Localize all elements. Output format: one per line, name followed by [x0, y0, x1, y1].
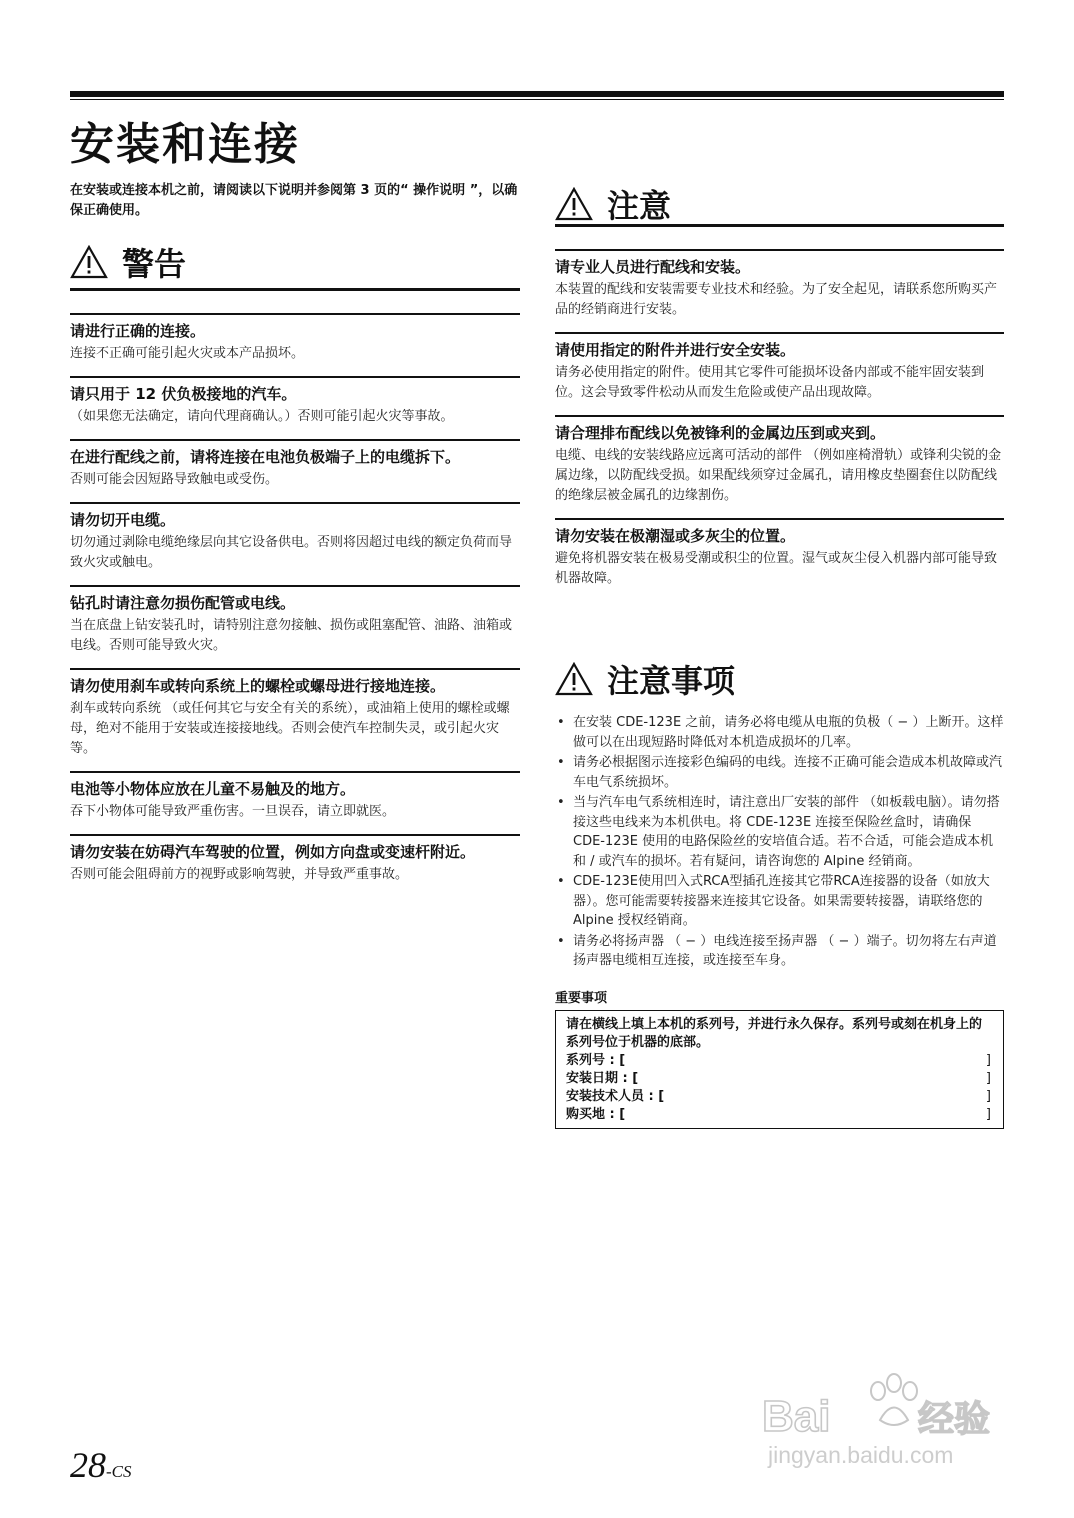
precautions-triangle-icon	[555, 662, 593, 696]
page-number-value: 28	[70, 1445, 106, 1485]
page-number-suffix: -CS	[106, 1462, 132, 1481]
caution-item	[555, 332, 1004, 403]
important-field-row	[566, 1052, 991, 1070]
warning-item-title: 请进行正确的连接。	[70, 322, 206, 340]
important-field-row	[566, 1106, 991, 1124]
svg-text:jingyan.baidu.com: jingyan.baidu.com	[768, 1442, 954, 1468]
caution-item-body: 避免将机器安装在极易受潮或积尘的位置。湿气或灰尘侵入机器内部可能导致机器故障。	[555, 551, 998, 586]
warning-item-title: 钻孔时请注意勿损伤配管或电线。	[70, 594, 296, 612]
caution-item	[555, 415, 1004, 506]
warning-item-body: 刹车或转向系统 （或任何其它与安全有关的系统），或油箱上使用的螺栓或螺母，绝对不能用于安装或连接接地线。否则会使汽车控制失灵，或引起火灾等。	[70, 701, 510, 756]
warning-section	[70, 238, 520, 897]
warning-item-title: 请只用于 12 伏负极接地的汽车。	[70, 385, 297, 403]
warning-item-title: 请勿切开电缆。	[70, 511, 176, 529]
caution-item-title: 请使用指定的附件并进行安全安装。	[555, 341, 796, 359]
caution-item-body: 本装置的配线和安装需要专业技术和经验。为了安全起见，请联系您所购买产品的经销商进行安装。	[555, 282, 998, 317]
caution-item	[555, 518, 1004, 589]
top-rule	[70, 91, 1004, 97]
warning-item	[70, 585, 520, 656]
caution-section	[555, 180, 1004, 601]
caution-triangle-icon	[555, 187, 593, 221]
warning-item-title: 请勿使用刹车或转向系统上的螺栓或螺母进行接地连接。	[70, 677, 446, 695]
warning-item	[70, 502, 520, 573]
precaution-list	[555, 713, 1004, 971]
important-field-end: ]	[985, 1088, 991, 1104]
warning-heading-label: 警告	[122, 245, 187, 283]
warning-item-title: 在进行配线之前，请将连接在电池负极端子上的电缆拆下。	[70, 448, 461, 466]
caution-item-title: 请专业人员进行配线和安装。	[555, 258, 751, 276]
important-field-label: 安装日期 : [	[566, 1070, 639, 1086]
important-label: 重要事项	[555, 990, 608, 1006]
warning-items	[70, 313, 520, 885]
warning-item-title: 请勿安装在妨碍汽车驾驶的位置，例如方向盘或变速杆附近。	[70, 843, 476, 861]
precautions-heading-label: 注意事项	[607, 662, 736, 700]
warning-item	[70, 834, 520, 885]
warning-item-title: 电池等小物体应放在儿童不易触及的地方。	[70, 780, 356, 798]
warning-item	[70, 313, 520, 364]
warning-item-body: （如果您无法确定，请向代理商确认。）否则可能引起火灾等事故。	[70, 409, 454, 424]
warning-item-body: 吞下小物体可能导致严重伤害。一旦误吞，请立即就医。	[70, 804, 396, 819]
warning-item	[70, 439, 520, 490]
important-field-end: ]	[985, 1070, 991, 1086]
precaution-bullet: • 在安装 CDE-123E 之前，请务必将电缆从电瓶的负极（ − ）上断开。这样做可以在出现短路时降低对本机造成损坏的几率。	[555, 713, 1004, 752]
precaution-bullet: • CDE-123E使用凹入式RCA型插孔连接其它带RCA连接器的设备（如放大器）。您可能需要转接器来连接其它设备。如果需要转接器，请联络您的 Alpine 授权经销商。	[555, 872, 1004, 931]
precautions-heading	[555, 655, 1004, 703]
svg-text:Bai: Bai	[762, 1392, 831, 1441]
caution-item-title: 请勿安装在极潮湿或多灰尘的位置。	[555, 527, 796, 545]
caution-heading-label: 注意	[607, 187, 672, 225]
warning-item-body: 否则可能会因短路导致触电或受伤。	[70, 472, 279, 487]
baidu-watermark-logo	[760, 1365, 1010, 1475]
warning-rule	[70, 288, 520, 291]
caution-item-title: 请合理排布配线以免被锋利的金属边压到或夹到。	[555, 424, 886, 442]
warning-item	[70, 668, 520, 759]
precaution-bullet: • 请务必根据图示连接彩色编码的电线。连接不正确可能会造成本机故障或汽车电气系统损坏。	[555, 753, 1004, 792]
important-field-end: ]	[985, 1106, 991, 1122]
important-field-end: ]	[985, 1052, 991, 1068]
caution-heading	[555, 180, 1004, 228]
page-number	[70, 1444, 132, 1486]
warning-item	[70, 771, 520, 822]
warning-item-body: 否则可能会阻碍前方的视野或影响驾驶，并导致严重事故。	[70, 867, 409, 882]
important-box	[555, 1010, 1004, 1129]
caution-item	[555, 249, 1004, 320]
caution-items	[555, 249, 1004, 589]
important-field-label: 安装技术人员 : [	[566, 1088, 665, 1104]
page-title: 安装和连接	[70, 119, 300, 170]
warning-item	[70, 376, 520, 427]
important-field-row	[566, 1088, 991, 1106]
warning-triangle-icon	[70, 245, 108, 279]
top-rule-thin	[70, 99, 1004, 100]
warning-heading	[70, 238, 520, 286]
important-note: 请在横线上填上本机的系列号，并进行永久保存。系列号或刻在机身上的系列号位于机器的底部。	[566, 1016, 983, 1050]
precaution-bullet: • 请务必将扬声器 （ − ）电线连接至扬声器 （ − ）端子。切勿将左右声道扬声器电缆相互连接，或连接至车身。	[555, 932, 1004, 971]
warning-item-body: 当在底盘上钻安装孔时，请特别注意勿接触、损伤或阻塞配管、油路、油箱或电线。否则可能导致火灾。	[70, 618, 513, 653]
important-field-label: 系列号 : [	[566, 1052, 626, 1068]
precautions-section	[555, 655, 1004, 1129]
svg-text:经验: 经验	[918, 1399, 991, 1440]
intro-text: 在安装或连接本机之前，请阅读以下说明并参阅第 3 页的“ 操作说明 ”，以确保正确使用。	[70, 183, 518, 218]
caution-item-body: 电缆、电线的安装线路应远离可活动的部件 （例如座椅滑轨）或锋利尖锐的金属边缘，以防配线受损。如果配线须穿过金属孔，请用橡皮垫圈套住以防配线的绝缘层被金属孔的边缘割伤。	[555, 448, 1002, 503]
warning-item-body: 连接不正确可能引起火灾或本产品损坏。	[70, 346, 305, 361]
important-field-row	[566, 1070, 991, 1088]
caution-item-body: 请务必使用指定的附件。使用其它零件可能损坏设备内部或不能牢固安装到位。这会导致零件松动从而发生危险或使产品出现故障。	[555, 365, 985, 400]
precaution-bullet: • 当与汽车电气系统相连时，请注意出厂安装的部件 （如板载电脑）。请勿搭接这些电线来为本机供电。将 CDE-123E 连接至保险丝盒时，请确保 CDE-123E 使用的电路保险丝的安培值合适。若不合适，可能会造成本机和 / 或汽车的损坏。若有疑问，请咨询您的 Alpine 经销商。	[555, 793, 1004, 871]
important-fields	[566, 1052, 991, 1124]
important-field-label: 购买地 : [	[566, 1106, 626, 1122]
warning-item-body: 切勿通过剥除电缆绝缘层向其它设备供电。否则将因超过电线的额定负荷而导致火灾或触电。	[70, 535, 513, 570]
